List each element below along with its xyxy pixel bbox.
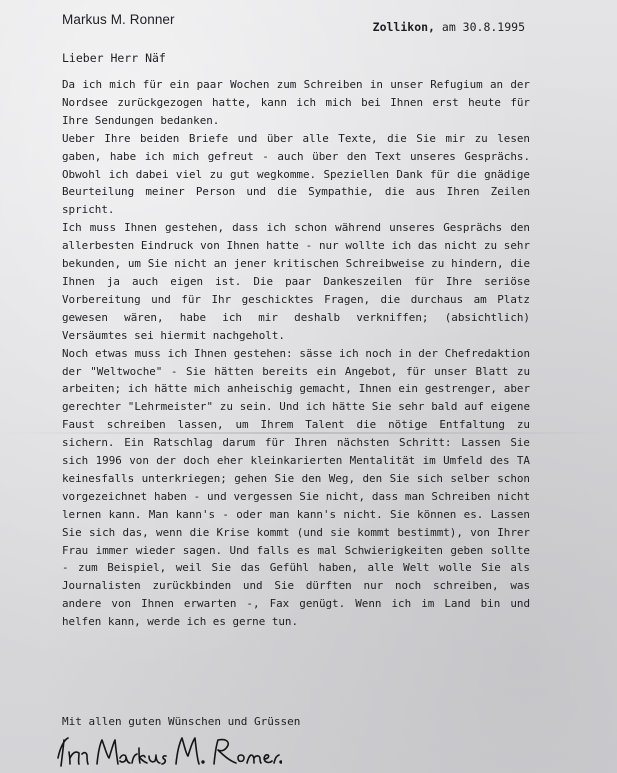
letter-paragraph-4: Noch etwas muss ich Ihnen gestehen: sässe ich noch in der Chefredaktion der "Weltwoche" - Sie hätten bereits ein Angebot, für unser Blatt zu arbeiten; ich hätte mich anheischig gemacht, Ihnen ein gestrenger, aber gerechter "Lehrmeister" zu sein. Und ich hätte Sie sehr bald auf eigene Faust schreiben lassen, um Ihrem Talent die nötige Entfaltung zu sichern. Ein Ratschlag darum für Ihren nächsten Schritt: Lassen Sie sich 1996 von der doch eher kleinkarierten Mentalität im Umfeld des TA keinesfalls unterkriegen; gehen Sie den Weg, den Sie sich selber schon vorgezeichnet haben - und vergessen Sie nicht, dass man Schreiben nicht lernen kann. Man kann's - oder man kann's nicht. Sie können es. Lassen Sie sich das, wenn die Krise kommt (und sie kommt bestimmt), von Ihrer Frau immer wieder sagen. Und falls es mal Schwierigkeiten geben sollte - zum Beispiel, weil Sie das Gefühl haben, alle Welt wolle Sie als Journalisten zurückbinden und Sie dürften nur noch schreiben, was andere von Ihnen erwarten -, Fax genügt. Wenn ich im Land bin und helfen kann, werde ich es gerne tun. — [62, 346, 530, 629]
letter-place: Zollikon, — [372, 20, 435, 34]
closing-line: Mit allen guten Wünschen und Grüssen — [62, 715, 301, 728]
letter-paragraph-3: Ich muss Ihnen gestehen, dass ich schon während unseres Gesprächs den allerbesten Eindruck von Ihnen hatte - nur wollte ich das nicht zu sehr bekunden, um Sie nicht an jener kritischen Schreibweise zu hindern, die Ihnen ja auch eigen ist. Die paar Dankeszeilen für Ihre seriöse Vorbereitung und für Ihr geschicktes Fragen, die durchaus am Platz gewesen wären, habe ich mir deshalb verkniffen; (absichtlich) Versäumtes sei hiermit nachgeholt. — [62, 221, 530, 342]
letterhead-sender-name: Markus M. Ronner — [62, 12, 175, 27]
place-and-date — [373, 20, 525, 34]
letter-paragraph-1: Da ich mich für ein paar Wochen zum Schreiben in unser Refugium an der Nordsee zurückgezogen hatte, kann ich mich bei Ihnen erst heute für Ihre Sendungen bedanken. — [62, 78, 530, 127]
letter-date: am 30.8.1995 — [441, 20, 525, 34]
handwritten-signature — [52, 728, 282, 773]
salutation: Lieber Herr Näf — [62, 51, 166, 65]
letter-body — [62, 76, 530, 631]
letter-paragraph-2: Ueber Ihre beiden Briefe und über alle Texte, die Sie mir zu lesen gaben, habe ich mich gefreut - auch über den Text unseres Gesprächs. Obwohl ich dabei viel zu gut wegkomme. Speziellen Dank für die gnädige Beurteilung meiner Person und die Sympathie, die aus Ihren Zeilen spricht. — [62, 131, 530, 217]
